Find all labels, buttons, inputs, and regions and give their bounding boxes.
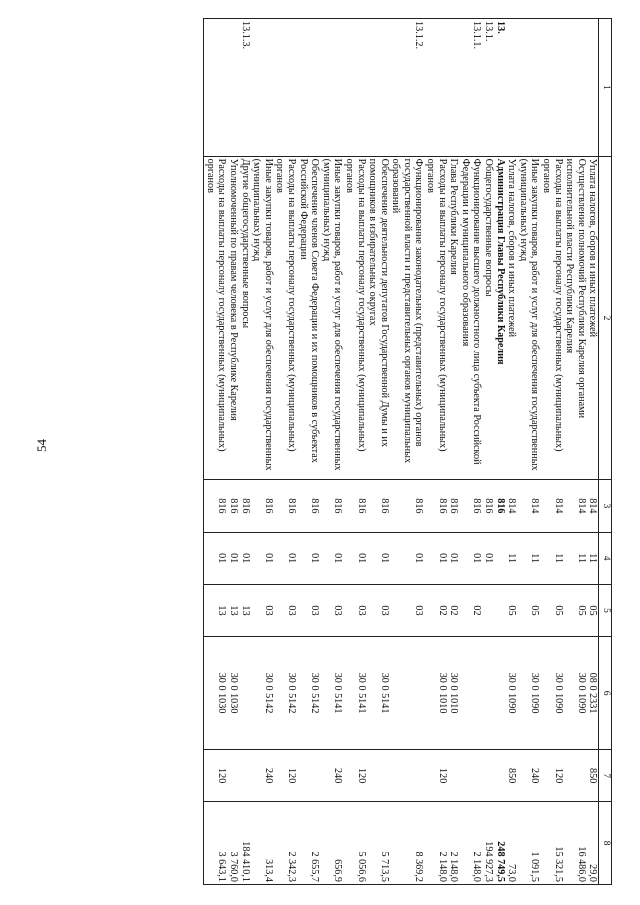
row-section: 11 <box>587 532 599 584</box>
row-target-item: 30 0 5142 <box>251 637 274 750</box>
table-row <box>343 19 366 885</box>
row-admin-code: 814 <box>540 480 563 532</box>
row-name: Уплата налогов, сборов и иных платежей <box>506 156 518 480</box>
row-section: 11 <box>506 532 518 584</box>
row-subsection: 05 <box>506 584 518 636</box>
row-admin-code: 814 <box>587 480 599 532</box>
row-subsection: 13 <box>239 584 251 636</box>
row-amount: 3 760,0 <box>227 802 239 885</box>
table-row <box>367 19 390 885</box>
row-admin-code: 816 <box>343 480 366 532</box>
row-expense-type: 120 <box>204 750 228 802</box>
row-name: Функционирование законодательных (представительных) органов государственной власти и представительных органов муниципальных образований <box>390 156 425 480</box>
row-section: 01 <box>251 532 274 584</box>
table-row <box>390 19 425 885</box>
row-amount: 248 749,5 <box>494 802 506 885</box>
row-code <box>367 19 390 157</box>
header-col-4: 4 <box>599 532 612 584</box>
row-section: 01 <box>274 532 297 584</box>
row-code <box>297 19 320 157</box>
row-expense-type <box>482 750 494 802</box>
row-amount: 73,0 <box>506 802 518 885</box>
row-subsection: 13 <box>204 584 228 636</box>
row-subsection: 05 <box>587 584 599 636</box>
row-target-item: 30 0 5142 <box>274 637 297 750</box>
row-name: Обеспечение членов Совета Федерации и их помощников в субъектах Российской Федерации <box>297 156 320 480</box>
row-section: 01 <box>343 532 366 584</box>
row-subsection: 05 <box>540 584 563 636</box>
table-row <box>320 19 343 885</box>
row-name: Глава Республики Карелия <box>448 156 460 480</box>
row-name: Иные закупки товаров, работ и услуг для обеспечения государственных (муниципальных) нужд <box>251 156 274 480</box>
row-admin-code: 816 <box>390 480 425 532</box>
row-name: Уполномоченный по правам человека в Республике Карелия <box>227 156 239 480</box>
row-subsection: 03 <box>297 584 320 636</box>
row-name: Расходы на выплаты персоналу государственных (муниципальных) органов <box>204 156 228 480</box>
row-amount: 656,9 <box>320 802 343 885</box>
row-expense-type <box>564 750 587 802</box>
row-amount: 2 148,0 <box>425 802 448 885</box>
row-amount: 8 369,2 <box>390 802 425 885</box>
row-amount: 5 056,6 <box>343 802 366 885</box>
row-subsection: 02 <box>448 584 460 636</box>
row-admin-code: 816 <box>448 480 460 532</box>
row-section: 01 <box>482 532 494 584</box>
row-admin-code: 816 <box>251 480 274 532</box>
table-row <box>564 19 587 885</box>
row-section: 01 <box>239 532 251 584</box>
table-row <box>297 19 320 885</box>
row-section <box>494 532 506 584</box>
row-target-item: 08 0 2331 <box>587 637 599 750</box>
row-section: 01 <box>390 532 425 584</box>
table-row <box>517 19 540 885</box>
row-code <box>540 19 563 157</box>
row-section: 01 <box>204 532 228 584</box>
row-admin-code: 816 <box>367 480 390 532</box>
row-target-item: 30 0 1090 <box>564 637 587 750</box>
row-admin-code: 816 <box>297 480 320 532</box>
row-code <box>425 19 448 157</box>
row-expense-type <box>297 750 320 802</box>
row-subsection <box>482 584 494 636</box>
header-col-3: 3 <box>599 480 612 532</box>
row-admin-code: 816 <box>494 480 506 532</box>
row-amount: 194 927,3 <box>482 802 494 885</box>
row-section: 11 <box>564 532 587 584</box>
row-section: 01 <box>297 532 320 584</box>
row-code: 13.1.3. <box>239 19 251 157</box>
row-target-item <box>390 637 425 750</box>
row-amount: 16 486,0 <box>564 802 587 885</box>
row-code: 13.1. <box>482 19 494 157</box>
header-col-2: 2 <box>599 156 612 480</box>
row-subsection: 05 <box>517 584 540 636</box>
row-expense-type: 240 <box>517 750 540 802</box>
row-target-item: 30 0 1030 <box>204 637 228 750</box>
rotated-budget-page <box>82 18 612 885</box>
row-subsection: 03 <box>320 584 343 636</box>
row-amount: 2 148,0 <box>459 802 482 885</box>
row-admin-code: 816 <box>320 480 343 532</box>
row-code <box>320 19 343 157</box>
row-amount: 29,0 <box>587 802 599 885</box>
row-target-item: 30 0 1010 <box>448 637 460 750</box>
row-admin-code: 814 <box>517 480 540 532</box>
row-target-item <box>239 637 251 750</box>
table-row <box>274 19 297 885</box>
row-name: Расходы на выплаты персоналу государственных (муниципальных) органов <box>274 156 297 480</box>
row-amount: 313,4 <box>251 802 274 885</box>
row-amount: 1 091,5 <box>517 802 540 885</box>
table-row <box>540 19 563 885</box>
row-expense-type: 240 <box>251 750 274 802</box>
row-name: Расходы на выплаты персоналу государственных (муниципальных) органов <box>425 156 448 480</box>
table-row <box>251 19 274 885</box>
table-row <box>239 19 251 885</box>
table-row <box>482 19 494 885</box>
row-subsection <box>494 584 506 636</box>
row-code <box>587 19 599 157</box>
table-row <box>587 19 599 885</box>
row-name: Расходы на выплаты персоналу государственных (муниципальных) органов <box>540 156 563 480</box>
header-col-5: 5 <box>599 584 612 636</box>
row-code: 13. <box>494 19 506 157</box>
table-row <box>448 19 460 885</box>
row-code <box>251 19 274 157</box>
row-target-item: 30 0 1090 <box>506 637 518 750</box>
row-code <box>517 19 540 157</box>
row-expense-type <box>227 750 239 802</box>
row-section: 01 <box>425 532 448 584</box>
table-row <box>227 19 239 885</box>
row-expense-type <box>239 750 251 802</box>
table-row <box>459 19 482 885</box>
row-admin-code: 816 <box>204 480 228 532</box>
row-name: Уплата налогов, сборов и иных платежей <box>587 156 599 480</box>
row-admin-code: 816 <box>482 480 494 532</box>
table-row <box>506 19 518 885</box>
table-row <box>425 19 448 885</box>
row-code: 13.1.1. <box>459 19 482 157</box>
row-target-item: 30 0 1090 <box>517 637 540 750</box>
row-admin-code: 816 <box>425 480 448 532</box>
row-section: 01 <box>448 532 460 584</box>
row-expense-type <box>390 750 425 802</box>
row-subsection: 03 <box>390 584 425 636</box>
row-name: Осуществление полномочий Республики Карелия органами исполнительной власти Республики Карелия <box>564 156 587 480</box>
row-code <box>506 19 518 157</box>
row-amount: 5 713,5 <box>367 802 390 885</box>
header-col-1: 1 <box>599 19 612 157</box>
header-col-7: 7 <box>599 750 612 802</box>
row-amount: 15 321,5 <box>540 802 563 885</box>
row-name: Общегосударственные вопросы <box>482 156 494 480</box>
row-expense-type: 120 <box>425 750 448 802</box>
row-target-item: 30 0 1030 <box>227 637 239 750</box>
budget-table <box>203 18 612 885</box>
table-header-row <box>599 19 612 885</box>
row-target-item <box>482 637 494 750</box>
row-target-item: 30 0 1010 <box>425 637 448 750</box>
row-expense-type: 120 <box>274 750 297 802</box>
row-amount: 184 410,1 <box>239 802 251 885</box>
row-amount: 2 148,0 <box>448 802 460 885</box>
row-admin-code: 816 <box>274 480 297 532</box>
row-subsection: 03 <box>343 584 366 636</box>
row-name: Администрация Главы Республики Карелия <box>494 156 506 480</box>
row-name: Иные закупки товаров, работ и услуг для обеспечения государственных (муниципальных) нужд <box>517 156 540 480</box>
row-section: 01 <box>320 532 343 584</box>
row-subsection: 13 <box>227 584 239 636</box>
row-expense-type: 120 <box>343 750 366 802</box>
row-admin-code: 816 <box>227 480 239 532</box>
row-code <box>204 19 228 157</box>
row-subsection: 03 <box>367 584 390 636</box>
row-name: Другие общегосударственные вопросы <box>239 156 251 480</box>
row-expense-type: 850 <box>587 750 599 802</box>
row-code: 13.1.2. <box>390 19 425 157</box>
row-expense-type: 850 <box>506 750 518 802</box>
row-section: 01 <box>459 532 482 584</box>
row-expense-type: 240 <box>320 750 343 802</box>
row-code <box>274 19 297 157</box>
row-target-item: 30 0 5141 <box>367 637 390 750</box>
row-section: 11 <box>517 532 540 584</box>
row-expense-type <box>494 750 506 802</box>
row-code <box>448 19 460 157</box>
row-name: Иные закупки товаров, работ и услуг для обеспечения государственных (муниципальных) нужд <box>320 156 343 480</box>
header-col-6: 6 <box>599 637 612 750</box>
row-subsection: 05 <box>564 584 587 636</box>
row-admin-code: 816 <box>239 480 251 532</box>
row-expense-type: 120 <box>540 750 563 802</box>
table-row <box>494 19 506 885</box>
row-code <box>343 19 366 157</box>
page-number: 54 <box>34 439 49 452</box>
row-amount: 2 342,3 <box>274 802 297 885</box>
row-subsection: 03 <box>251 584 274 636</box>
row-target-item: 30 0 5142 <box>297 637 320 750</box>
row-target-item: 30 0 1090 <box>540 637 563 750</box>
row-target-item: 30 0 5141 <box>343 637 366 750</box>
row-admin-code: 816 <box>459 480 482 532</box>
row-target-item <box>494 637 506 750</box>
row-expense-type <box>459 750 482 802</box>
row-section: 01 <box>367 532 390 584</box>
row-name: Расходы на выплаты персоналу государственных (муниципальных) органов <box>343 156 366 480</box>
row-section: 01 <box>227 532 239 584</box>
row-subsection: 02 <box>459 584 482 636</box>
row-expense-type <box>448 750 460 802</box>
row-section: 11 <box>540 532 563 584</box>
row-amount: 3 643,1 <box>204 802 228 885</box>
row-code <box>564 19 587 157</box>
row-subsection: 02 <box>425 584 448 636</box>
row-admin-code: 814 <box>506 480 518 532</box>
row-target-item: 30 0 5141 <box>320 637 343 750</box>
row-name: Обеспечение деятельности депутатов Государственной Думы и их помощников в избирательных округах <box>367 156 390 480</box>
row-amount: 2 655,7 <box>297 802 320 885</box>
row-name: Функционирование высшего должностного лица субъекта Российской Федерации и муниципального образования <box>459 156 482 480</box>
row-admin-code: 814 <box>564 480 587 532</box>
row-code <box>227 19 239 157</box>
row-target-item <box>459 637 482 750</box>
row-expense-type <box>367 750 390 802</box>
table-row <box>204 19 228 885</box>
row-subsection: 03 <box>274 584 297 636</box>
table-body <box>204 19 599 885</box>
header-col-8: 8 <box>599 802 612 885</box>
